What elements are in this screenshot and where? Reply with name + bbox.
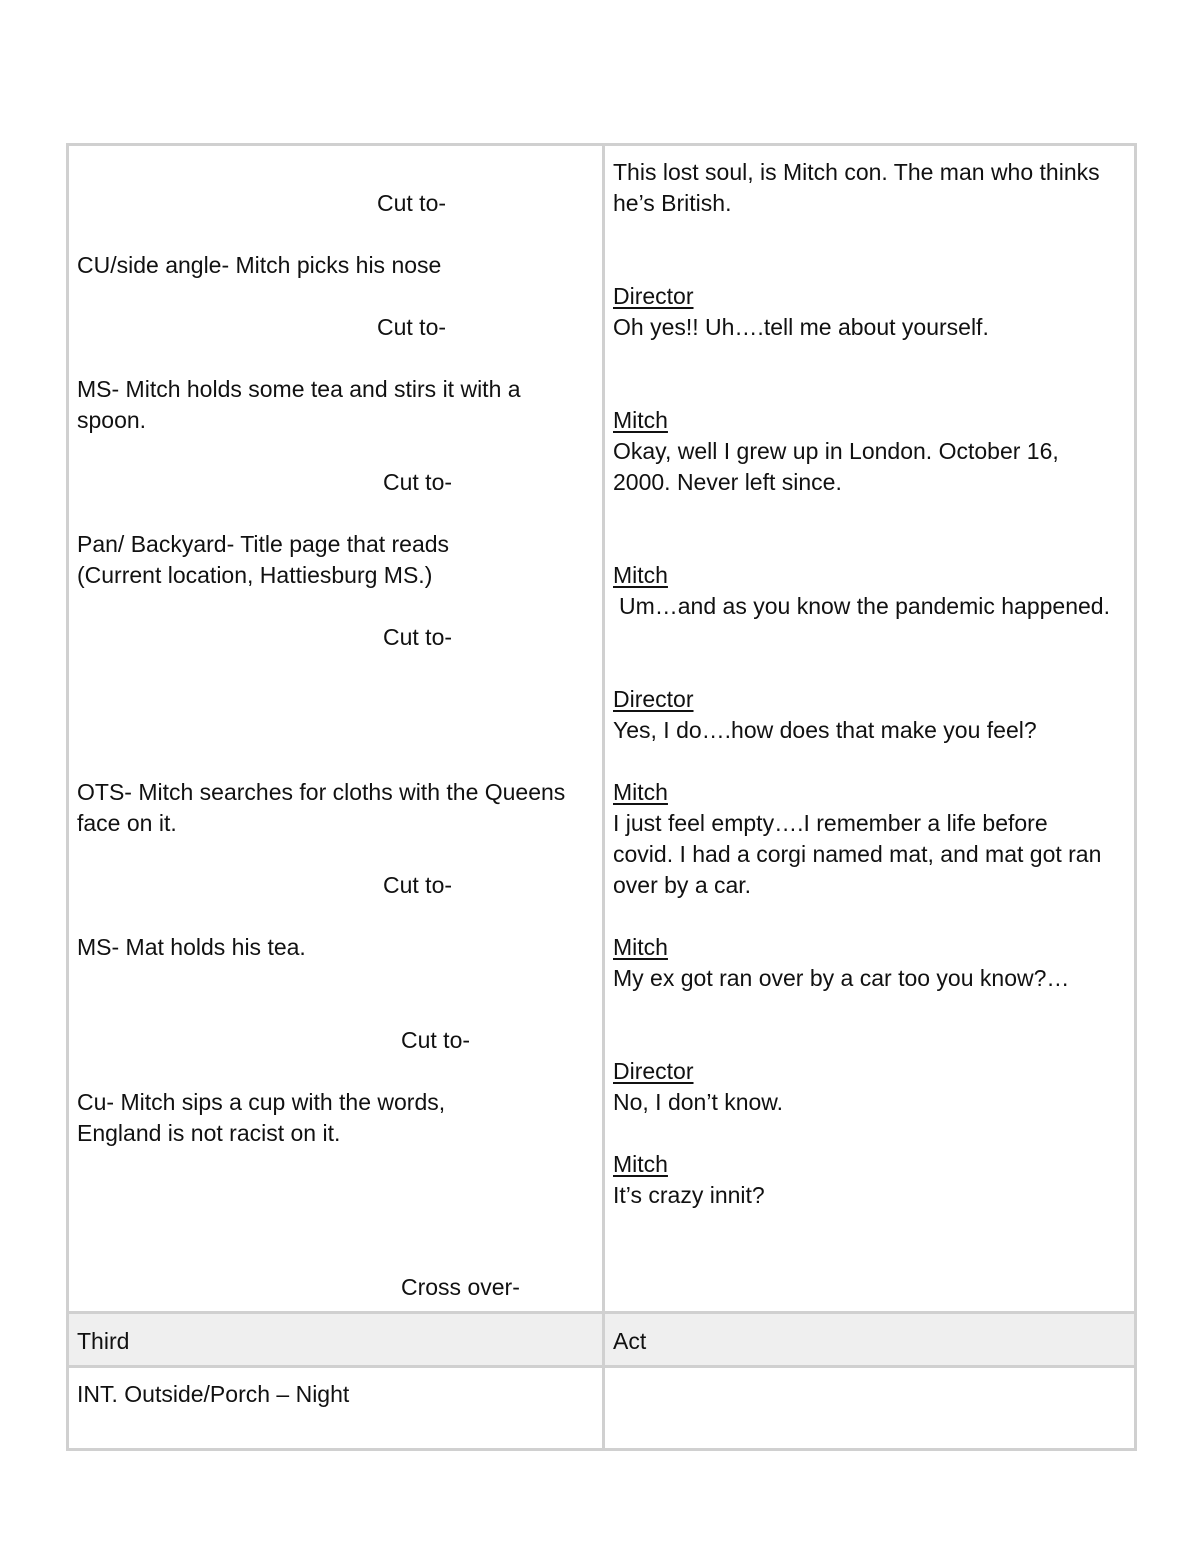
row-divider xyxy=(69,1365,1134,1368)
narration: This lost soul, is Mitch con. The man who thinks xyxy=(613,159,1100,185)
dialogue-line: No, I don’t know. xyxy=(613,1089,784,1115)
shot-direction: CU/side angle- Mitch picks his nose xyxy=(77,252,442,278)
dialogue-line: My ex got ran over by a car too you know?… xyxy=(613,965,1070,991)
speaker-name: Director xyxy=(613,1058,694,1084)
dialogue-line: Oh yes!! Uh….tell me about yourself. xyxy=(613,314,989,340)
dialogue-line: Um…and as you know the pandemic happened. xyxy=(619,593,1110,619)
row-divider xyxy=(69,1311,1134,1314)
shot-direction: Cu- Mitch sips a cup with the words, xyxy=(77,1089,446,1115)
speaker-name: Mitch xyxy=(613,407,668,433)
act-label: Act xyxy=(613,1328,647,1354)
speaker-name: Director xyxy=(613,686,694,712)
transition-cut-to: Cut to- xyxy=(383,469,453,495)
shot-direction: spoon. xyxy=(77,407,147,433)
narration: he’s British. xyxy=(613,190,732,216)
transition-cross-over: Cross over- xyxy=(401,1274,520,1300)
column-divider xyxy=(602,146,605,1448)
speaker-name: Director xyxy=(613,283,694,309)
script-table xyxy=(66,143,1137,1451)
shot-direction: (Current location, Hattiesburg MS.) xyxy=(77,562,433,588)
transition-cut-to: Cut to- xyxy=(401,1027,471,1053)
scene-heading: INT. Outside/Porch – Night xyxy=(77,1381,350,1407)
dialogue-line: covid. I had a corgi named mat, and mat got ran xyxy=(613,841,1102,867)
shot-direction: MS- Mat holds his tea. xyxy=(77,934,306,960)
shot-direction: England is not racist on it. xyxy=(77,1120,341,1146)
act-number-label: Third xyxy=(77,1328,130,1354)
speaker-name: Mitch xyxy=(613,779,668,805)
dialogue-line: I just feel empty….I remember a life before xyxy=(613,810,1048,836)
shot-direction: OTS- Mitch searches for cloths with the Queens xyxy=(77,779,566,805)
dialogue-line: Okay, well I grew up in London. October 16, xyxy=(613,438,1059,464)
shot-direction: Pan/ Backyard- Title page that reads xyxy=(77,531,450,557)
transition-cut-to: Cut to- xyxy=(377,314,447,340)
transition-cut-to: Cut to- xyxy=(383,624,453,650)
dialogue-line: over by a car. xyxy=(613,872,752,898)
dialogue-line: Yes, I do….how does that make you feel? xyxy=(613,717,1037,743)
shot-direction: MS- Mitch holds some tea and stirs it with a xyxy=(77,376,521,402)
transition-cut-to: Cut to- xyxy=(383,872,453,898)
speaker-name: Mitch xyxy=(613,562,668,588)
transition-cut-to: Cut to- xyxy=(377,190,447,216)
shot-direction: face on it. xyxy=(77,810,177,836)
dialogue-line: It’s crazy innit? xyxy=(613,1182,765,1208)
speaker-name: Mitch xyxy=(613,1151,668,1177)
speaker-name: Mitch xyxy=(613,934,668,960)
dialogue-line: 2000. Never left since. xyxy=(613,469,842,495)
